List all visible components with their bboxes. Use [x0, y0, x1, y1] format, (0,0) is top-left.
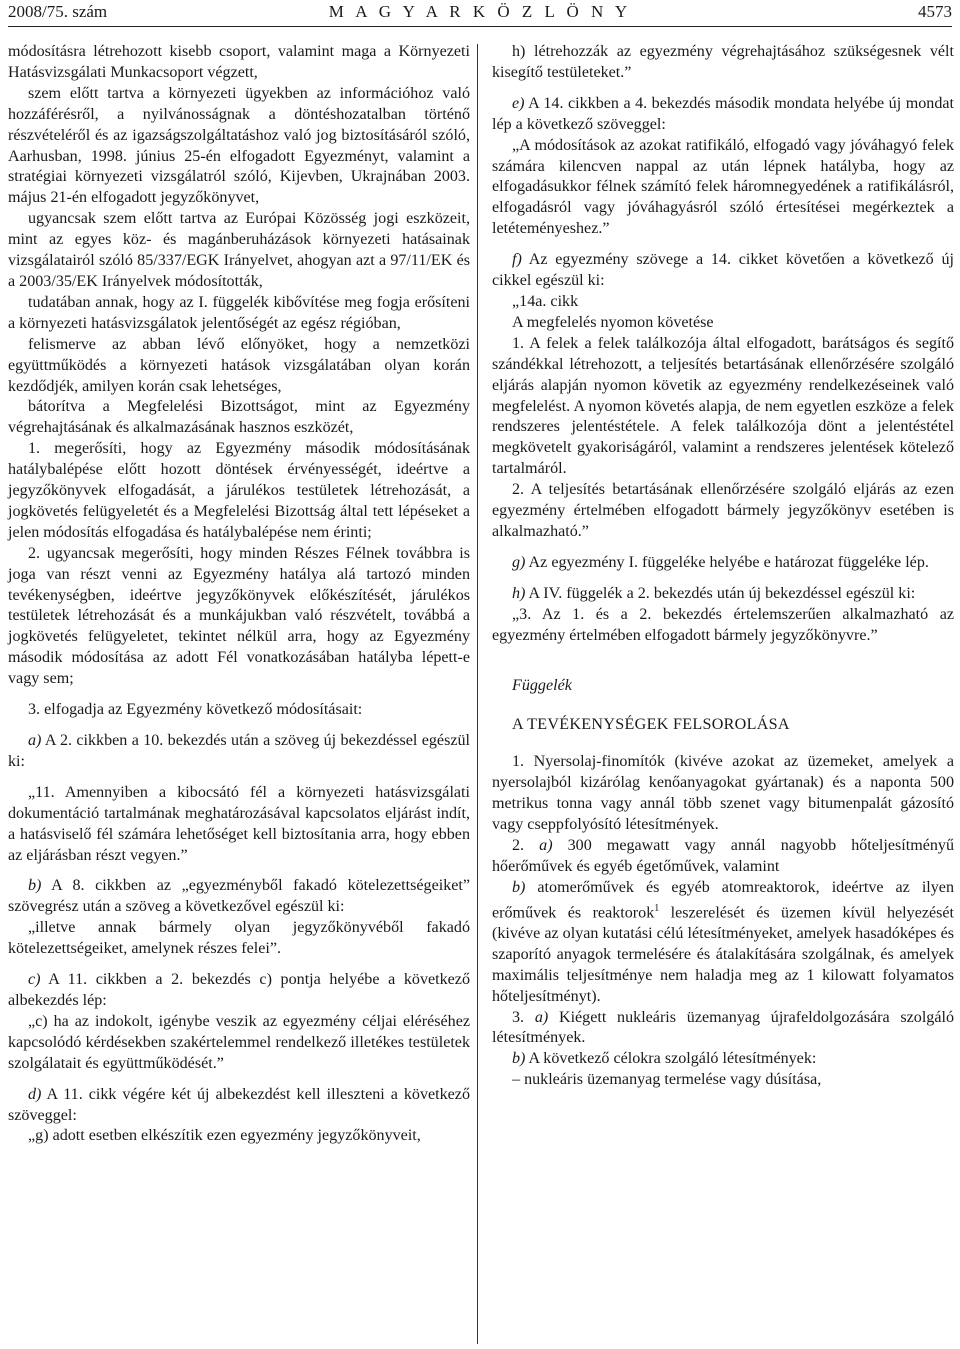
- amendment-item: [492, 94, 954, 136]
- item-label: e): [512, 94, 525, 112]
- item-label: c): [28, 971, 41, 989]
- item-label: a): [534, 1008, 549, 1026]
- amendment-item: [492, 250, 954, 292]
- list-item: [492, 836, 954, 878]
- item-label: b): [512, 1050, 526, 1068]
- left-column: [8, 42, 470, 1147]
- amendment-item: [8, 876, 470, 918]
- item-text: A 11. cikk végére két új albekezdést kell illeszteni a következő szöveggel:: [8, 1085, 470, 1124]
- footnote-marker: 1: [654, 902, 660, 914]
- paragraph: felismerve az abban lévő előnyöket, hogy a nemzetközi együttműködés a környezeti hatások vizsgálatában olyan korán kezdődjék, amilyen korán csak lehetséges,: [8, 335, 470, 395]
- item-text: Az egyezmény I. függeléke helyébe e határozat függeléke lép.: [525, 553, 929, 571]
- item-label: g): [512, 553, 526, 571]
- quoted-paragraph: „g) adott esetben elkészítik ezen egyezmény jegyzőkönyveit,: [28, 1127, 421, 1145]
- quoted-paragraph: „11. Amennyiben a kibocsátó fél a környezeti hatásvizsgálati dokumentáció tartalmának meghatározásával kapcsolatos eljárást indít, a hatásviselő fél számára lehetőséget kell biztosítania arra, hogy ebben az eljárásban részt vegyen.”: [8, 783, 470, 864]
- paragraph: 3. elfogadja az Egyezmény következő módosításait:: [28, 701, 363, 719]
- item-text: A IV. függelék a 2. bekezdés után új bekezdéssel egészül ki:: [525, 584, 916, 602]
- list-item: [492, 1008, 954, 1050]
- list-item: 1. Nyersolaj-finomítók (kivéve azokat az üzemeket, amelyek a nyersolajból kizárólag kenőanyagokat gyártanak) és a naponta 500 metrikus tonna vagy annál több szenet vagy bitumenpalát gázosító vagy cseppfolyósító létesítmények.: [492, 753, 954, 833]
- paragraph: bátorítva a Megfelelési Bizottságot, mint az Egyezmény végrehajtásának és alkalmazásának hasznos eszközét,: [8, 398, 470, 437]
- paragraph: 2. A teljesítés betartásának ellenőrzésére szolgáló eljárás az ezen egyezmény értelmében elfogadott bármely jegyzőkönyv esetében is alkalmazható.”: [492, 481, 954, 540]
- list-item: [492, 878, 954, 1008]
- page-header: [8, 0, 952, 27]
- paragraph: 2. ugyancsak megerősíti, hogy minden Részes Félnek továbbra is joga van részt venni az Egyezmény hatálya alá tartozó minden tevékenységben, ideértve jegyzőkönyvek előkészítését, járulékos testületek létrehozását és a munkájukban való részvételt, továbbá a jogkövetés felügyeletet, tekintet nélkül arra, hogy az Egyezmény második módosítása az adott Fél vonatkozásában hatályba lépett-e vagy sem;: [8, 544, 470, 688]
- article-number: „14a. cikk: [512, 292, 579, 310]
- article-title: A megfelelés nyomon követése: [512, 313, 714, 331]
- item-text: A következő célokra szolgáló létesítmények:: [525, 1050, 817, 1068]
- paragraph: ugyancsak szem előtt tartva az Európai Közösség jogi eszközeit, mint az egyes köz- és magánberuházások környezeti hatásainak vizsgálatairól szóló 85/337/EGK Irányelvet, ahogyan azt a 97/11/EK és a 2003/35/EK Irányelvek módosították,: [8, 210, 470, 290]
- item-text-continued: leszerelését és üzemen kívül helyezését (kivéve az olyan kutatási célú létesítményeket, amelyek hasadóképes és szaporító anyagok termelésére és átalakítására szolgálnak, és amelyek maximális teljesítménye nem haladja meg az 1 kilowatt folyamatos hőteljesítményt).: [492, 903, 955, 1005]
- quoted-paragraph: „illetve annak bármely olyan jegyzőkönyvéből fakadó kötelezettségeiket, amelynek részes felei”.: [8, 919, 470, 958]
- dash-list-item: – nukleáris üzemanyag termelése vagy dúsítása,: [512, 1071, 822, 1089]
- right-column: [492, 42, 954, 1091]
- item-text: Az egyezmény szövege a 14. cikket követően a következő új cikkel egészül ki:: [492, 251, 954, 290]
- list-item: [492, 1049, 954, 1070]
- item-text: A 14. cikkben a 4. bekezdés második mondata helyébe új mondat lép a következő szöveggel:: [492, 94, 954, 133]
- item-text: A 2. cikkben a 10. bekezdés után a szöveg új bekezdéssel egészül ki:: [8, 732, 470, 770]
- item-text: 300 megawatt vagy annál nagyobb hőteljesítményű hőerőművek és egyéb égetőművek, valamint: [492, 836, 955, 875]
- item-label: b): [28, 877, 42, 895]
- item-number: 2.: [512, 836, 540, 854]
- column-divider: [477, 44, 478, 1344]
- amendment-item: [8, 970, 470, 1012]
- journal-title: M A G Y A R K Ö Z L Ö N Y: [328, 2, 632, 21]
- quoted-paragraph: h) létrehozzák az egyezmény végrehajtásához szükségesnek vélt kisegítő testületeket.”: [492, 43, 954, 81]
- item-number: 3.: [512, 1008, 535, 1026]
- item-text: atomerőművek és egyéb atomreaktorok, ideértve az ilyen erőművek és reaktorok: [492, 878, 954, 921]
- item-text: A 8. cikkben az „egyezményből fakadó kötelezettségeiket” szövegrész után a szöveg a következővel egészül ki:: [8, 877, 470, 916]
- quoted-paragraph: „3. Az 1. és a 2. bekezdés értelemszerűen alkalmazható az egyezmény értelmében elfogadott bármely jegyzőkönyvre.”: [492, 605, 954, 644]
- item-label: a): [28, 732, 42, 749]
- item-label: h): [512, 584, 526, 602]
- amendment-item: [8, 731, 470, 773]
- paragraph: tudatában annak, hogy az I. függelék kibővítése meg fogja erősíteni a környezeti hatásvizsgálatok jelentőségét az egész régióban,: [8, 293, 470, 332]
- amendment-item: [492, 584, 954, 605]
- issue-number: 2008/75. szám: [8, 2, 108, 21]
- item-label: b): [512, 878, 526, 896]
- paragraph: szem előtt tartva a környezeti ügyekben az információhoz való hozzáférésről, a nyilvánosságnak a döntéshozatalban történő részvételéről és az igazságszolgáltatáshoz való jog biztosításáról szóló, Aarhusban, 1998. június 25-én elfogadott Egyezményt, valamint a stratégiai környezeti vizsgálatról szóló, Kijevben, Ukrajnában 2003. május 21-én elfogadott jegyzőkönyvet,: [8, 84, 470, 207]
- page-number: 4573: [918, 2, 952, 21]
- amendment-item: [8, 1085, 470, 1127]
- item-label: f): [512, 251, 522, 269]
- paragraph: 1. A felek a felek találkozója által elfogadott, barátságos és segítő szándékkal létrehozott, a teljesítés betartásának ellenőrzésére szolgáló eljárás alapján nyomon követik az egyezmény rendelkezéseinek való megfelelést. A nyomon követés alapja, de nem egyetlen eszköze a felek rendszeres jelentéstétele. A felek találkozója dönt a jelentéstétel megkövetelt gyakoriságáról, valamint a rendszeres jelentések kötelező tartalmáról.: [492, 334, 954, 478]
- item-text: Kiégett nukleáris üzemanyag újrafeldolgozására szolgáló létesítmények.: [492, 1008, 954, 1047]
- item-label: a): [539, 836, 553, 854]
- paragraph: 1. megerősíti, hogy az Egyezmény második módosításának hatálybalépése előtt hozott döntések érvényességét, ideértve a jegyzőkönyvek elfogadását, a járulékos testületek létrehozását, a jogkövetés felügyeletét és a Megfelelési Bizottság által tett lépéseket a jelen módosítás elfogadása és hatálybalépése nem érinti;: [8, 440, 470, 541]
- item-text: A 11. cikkben a 2. bekezdés c) pontja helyébe a következő albekezdés lép:: [8, 971, 470, 1009]
- amendment-item: [492, 553, 954, 574]
- paragraph: módosításra létrehozott kisebb csoport, valamint maga a Környezeti Hatásvizsgálati Munkacsoport végzett,: [8, 43, 470, 81]
- quoted-paragraph: „A módosítások az azokat ratifikáló, elfogadó vagy jóváhagyó felek számára kilencven nappal az után lépnek hatályba, hogy az elfogadásukkor félnek számító felek háromnegyedének a ratifikálásról, elfogadásról vagy jóváhagyásról szóló értesítései megérkeztek a letéteményeshez.”: [492, 136, 954, 238]
- appendix-heading: A TEVÉKENYSÉGEK FELSOROLÁSA: [512, 716, 790, 734]
- quoted-paragraph: „c) ha az indokolt, igénybe veszik az egyezmény céljai eléréséhez kapcsolódó kérdésekben szakértelemmel rendelkező illetékes testületek szolgálatait és együttműködését.”: [8, 1012, 470, 1072]
- item-label: d): [28, 1085, 42, 1103]
- appendix-title: Függelék: [512, 677, 572, 695]
